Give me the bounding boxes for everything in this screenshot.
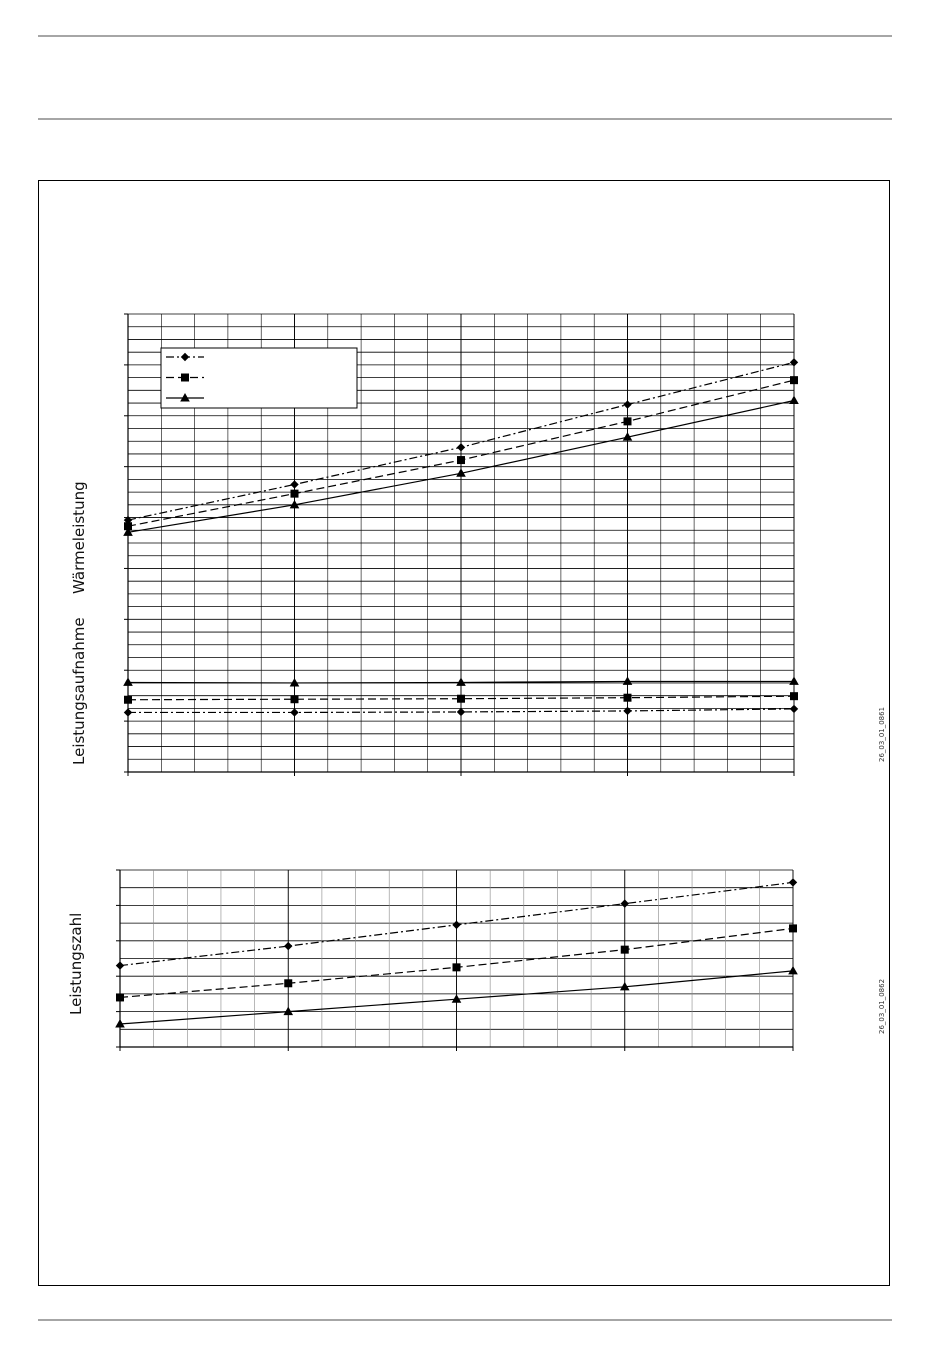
data-point-series-2 <box>457 456 465 464</box>
upper-chart <box>123 314 799 776</box>
data-point-series-2 <box>453 963 461 971</box>
data-point-series-2 <box>291 490 299 498</box>
data-point-series-4 <box>457 708 465 716</box>
data-point-series-1 <box>623 400 631 408</box>
data-point-series-1 <box>789 878 797 886</box>
lower-y-axis-title-upperchart: Leistungsaufnahme <box>70 617 88 765</box>
legend <box>161 348 357 408</box>
data-point-series-2 <box>116 993 124 1001</box>
data-point-series-2 <box>789 924 797 932</box>
data-point-series-2 <box>284 979 292 987</box>
data-point-series-6 <box>123 677 133 686</box>
data-point-series-1 <box>116 961 124 969</box>
lower-chart-y-axis-title: Leistungszahl <box>67 912 85 1015</box>
data-point-series-1 <box>452 921 460 929</box>
upper-y-axis-title: Wärmeleistung <box>70 481 88 594</box>
data-point-series-2 <box>790 376 798 384</box>
data-point-series-5 <box>291 695 299 703</box>
lower-chart <box>115 870 798 1051</box>
data-point-series-6 <box>290 678 300 687</box>
data-point-series-2 <box>624 417 632 425</box>
data-point-series-1 <box>290 480 298 488</box>
data-point-series-1 <box>284 942 292 950</box>
data-point-series-2 <box>621 946 629 954</box>
data-point-series-4 <box>124 708 132 716</box>
data-point-series-1 <box>457 443 465 451</box>
data-point-series-6 <box>456 677 466 686</box>
data-point-series-4 <box>790 705 798 713</box>
data-point-series-3 <box>789 396 799 405</box>
upper-chart-image-code: 26_03_01_0861 <box>878 706 886 762</box>
data-point-series-6 <box>789 676 799 685</box>
data-point-series-4 <box>290 708 298 716</box>
data-point-series-1 <box>621 899 629 907</box>
data-point-series-5 <box>457 695 465 703</box>
legend-marker-2 <box>181 374 189 382</box>
data-point-series-5 <box>624 694 632 702</box>
lower-chart-image-code: 26_03_01_0862 <box>878 978 886 1034</box>
data-point-series-5 <box>124 696 132 704</box>
data-point-series-3 <box>788 966 798 975</box>
data-point-series-5 <box>790 692 798 700</box>
data-point-series-6 <box>623 676 633 685</box>
